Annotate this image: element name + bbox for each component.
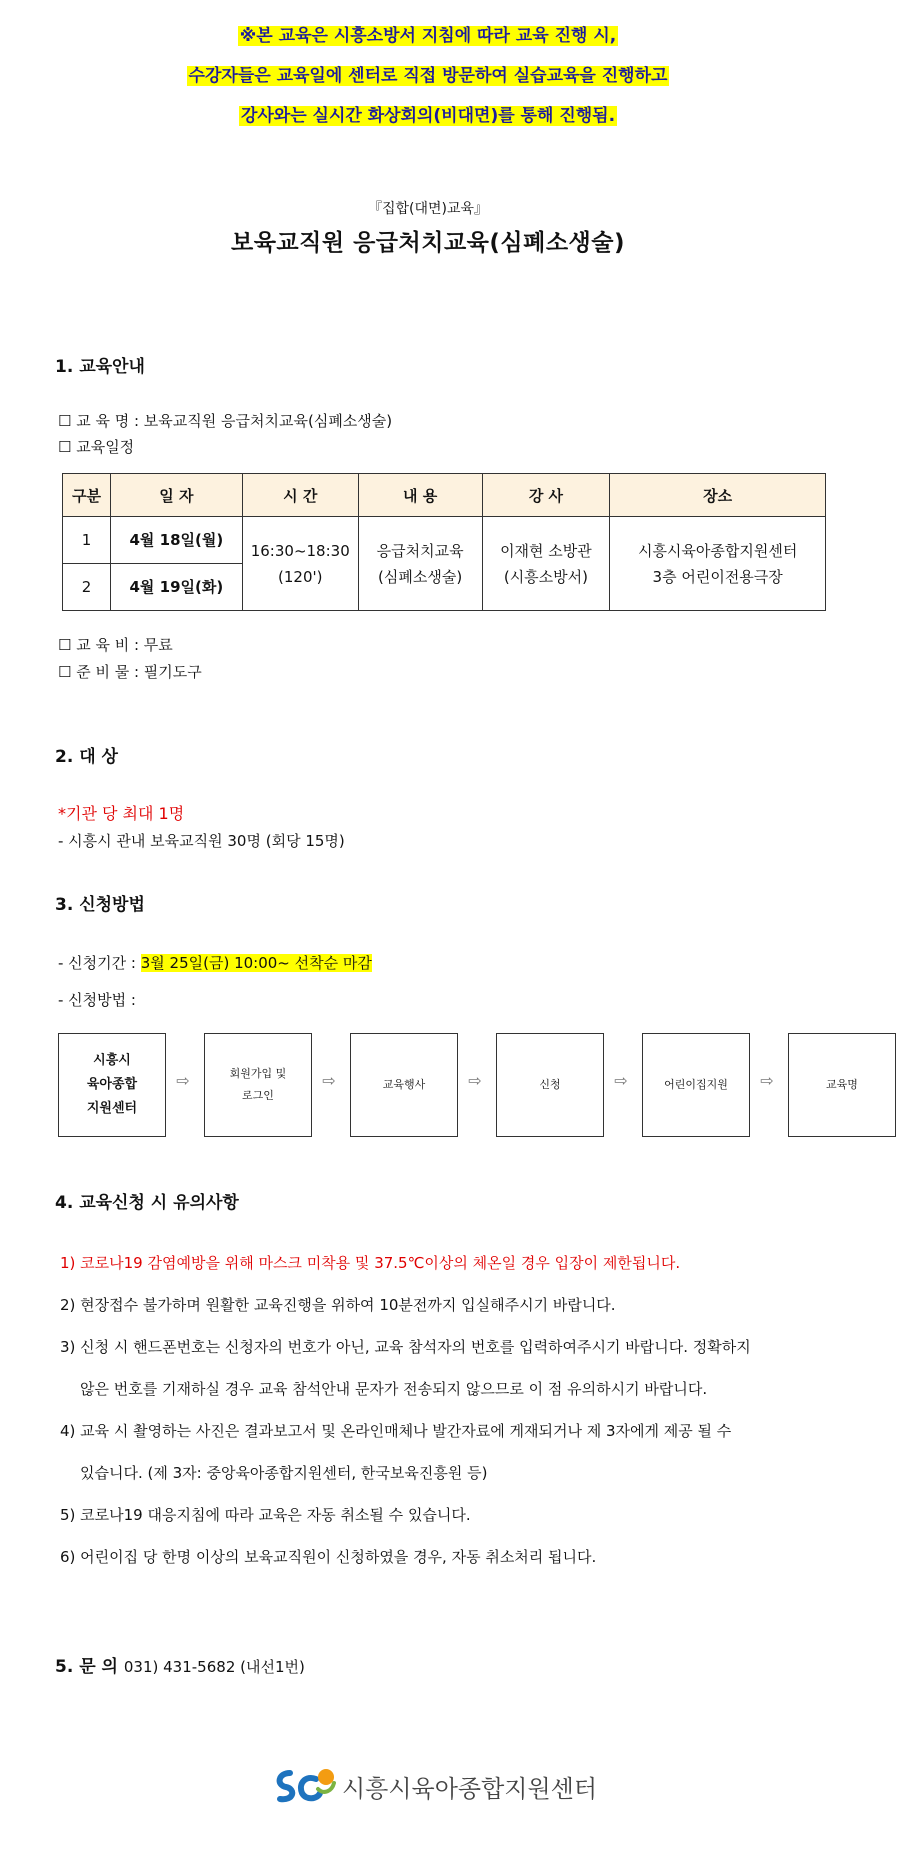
section-4-heading: 4. 교육신청 시 유의사항 — [55, 1193, 239, 1213]
row-number: 2 — [63, 564, 111, 611]
step-box — [642, 1033, 750, 1137]
prep-line: ☐ 준 비 물 : 필기도구 — [58, 663, 202, 681]
footer-org-name: 시흥시육아종합지원센터 — [342, 1774, 598, 1803]
content-line: (심폐소생술) — [378, 567, 463, 586]
section-5-heading: 5. 문 의 — [55, 1657, 118, 1677]
time-cell — [242, 517, 358, 611]
header-cell: 내 용 — [358, 474, 482, 517]
step-box — [788, 1033, 896, 1137]
note-item: 4) 교육 시 촬영하는 사진은 결과보고서 및 온라인매체나 발간자료에 게재되거나 제 3자에게 제공 될 수 — [60, 1422, 732, 1440]
document-title: 보육교직원 응급처치교육(심폐소생술) — [230, 230, 626, 256]
document-subtitle: 『집합(대면)교육』 — [367, 201, 489, 217]
method-label: - 신청방법 : — [58, 991, 136, 1009]
arrow-right-icon: ⇨ — [760, 1071, 774, 1090]
header-cell: 시 간 — [242, 474, 358, 517]
time-duration: (120') — [278, 567, 323, 586]
arrow-right-icon: ⇨ — [322, 1071, 336, 1090]
step-text: 신청 — [539, 1078, 561, 1091]
schedule-table — [62, 473, 826, 611]
header-cell: 구분 — [63, 474, 111, 517]
step-text: 지원센터 — [86, 1101, 138, 1116]
course-name-line: ☐ 교 육 명 : 보육교직원 응급처치교육(심폐소생술) — [58, 412, 393, 430]
place-line: 시흥시육아종합지원센터 — [637, 541, 798, 560]
note-item: 1) 코로나19 감염예방을 위해 마스크 미착용 및 37.5℃이상의 체온일 경우 입장이 제한됩니다. — [60, 1254, 681, 1272]
notice-banner — [0, 16, 856, 136]
place-cell — [610, 517, 826, 611]
step-text: 육아종합 — [86, 1077, 138, 1092]
notice-line-1: ※본 교육은 시흥소방서 지침에 따라 교육 진행 시, — [239, 26, 617, 46]
note-item: 있습니다. (제 3자: 중앙육아종합지원센터, 한국보육진흥원 등) — [80, 1464, 488, 1482]
fee-line: ☐ 교 육 비 : 무료 — [58, 636, 173, 654]
time-range: 16:30~18:30 — [250, 541, 350, 560]
instructor-cell — [482, 517, 610, 611]
row-number: 1 — [63, 517, 111, 564]
contact-number: 031) 431-5682 (내선1번) — [123, 1658, 305, 1676]
note-item: 2) 현장접수 불가하며 원활한 교육진행을 위하여 10분전까지 입실해주시기 바랍니다. — [60, 1296, 616, 1314]
row-date: 4월 18일(월) — [110, 517, 242, 564]
step-box — [204, 1033, 312, 1137]
section-1-heading: 1. 교육안내 — [55, 357, 145, 377]
limit-line: *기관 당 최대 1명 — [58, 804, 185, 823]
notice-line-2: 수강자들은 교육일에 센터로 직접 방문하여 실습교육을 진행하고 — [188, 66, 668, 86]
table-header-row — [63, 474, 826, 517]
note-item: 않은 번호를 기재하실 경우 교육 참석안내 문자가 전송되지 않으므로 이 점 유의하시기 바랍니다. — [80, 1380, 708, 1398]
step-text: 어린이집지원 — [664, 1078, 728, 1091]
section-3-heading: 3. 신청방법 — [55, 895, 145, 915]
step-box — [58, 1033, 166, 1137]
step-box — [496, 1033, 604, 1137]
content-cell — [358, 517, 482, 611]
step-box — [350, 1033, 458, 1137]
content-line: 응급처치교육 — [376, 541, 464, 560]
schedule-line: ☐ 교육일정 — [58, 438, 135, 456]
arrow-right-icon: ⇨ — [176, 1071, 190, 1090]
table-row — [63, 517, 826, 564]
step-text: 회원가입 및 — [229, 1067, 287, 1080]
step-text: 교육행사 — [382, 1078, 426, 1091]
row-date: 4월 19일(화) — [110, 564, 242, 611]
period-line — [58, 952, 372, 973]
notice-line-3: 강사와는 실시간 화상회의(비대면)를 통해 진행됨. — [240, 106, 616, 126]
arrow-right-icon: ⇨ — [468, 1071, 482, 1090]
step-text: 교육명 — [826, 1078, 858, 1091]
section-2-heading: 2. 대 상 — [55, 747, 118, 767]
application-flow — [58, 1033, 908, 1137]
note-item: 6) 어린이집 당 한명 이상의 보육교직원이 신청하였을 경우, 자동 취소처리 됩니다. — [60, 1548, 597, 1566]
arrow-right-icon: ⇨ — [614, 1071, 628, 1090]
note-item: 5) 코로나19 대응지침에 따라 교육은 자동 취소될 수 있습니다. — [60, 1506, 471, 1524]
period-label: - 신청기간 : — [58, 954, 141, 972]
header-cell: 일 자 — [110, 474, 242, 517]
footer-logo — [272, 1765, 597, 1807]
instructor-name: 이재현 소방관 — [500, 541, 592, 560]
target-line: - 시흥시 관내 보육교직원 30명 (회당 15명) — [58, 832, 345, 850]
place-line: 3층 어린이전용극장 — [652, 567, 783, 586]
section-5-contact — [55, 1652, 305, 1677]
step-text: 로그인 — [242, 1089, 274, 1102]
siheung-center-logo-icon — [272, 1765, 338, 1807]
header-cell: 장소 — [610, 474, 826, 517]
period-value: 3월 25일(금) 10:00~ 선착순 마감 — [140, 954, 372, 972]
note-item: 3) 신청 시 핸드폰번호는 신청자의 번호가 아닌, 교육 참석자의 번호를 입력하여주시기 바랍니다. 정확하지 — [60, 1338, 751, 1356]
step-text: 시흥시 — [93, 1053, 131, 1068]
header-cell: 강 사 — [482, 474, 610, 517]
instructor-affiliation: (시흥소방서) — [503, 567, 588, 586]
